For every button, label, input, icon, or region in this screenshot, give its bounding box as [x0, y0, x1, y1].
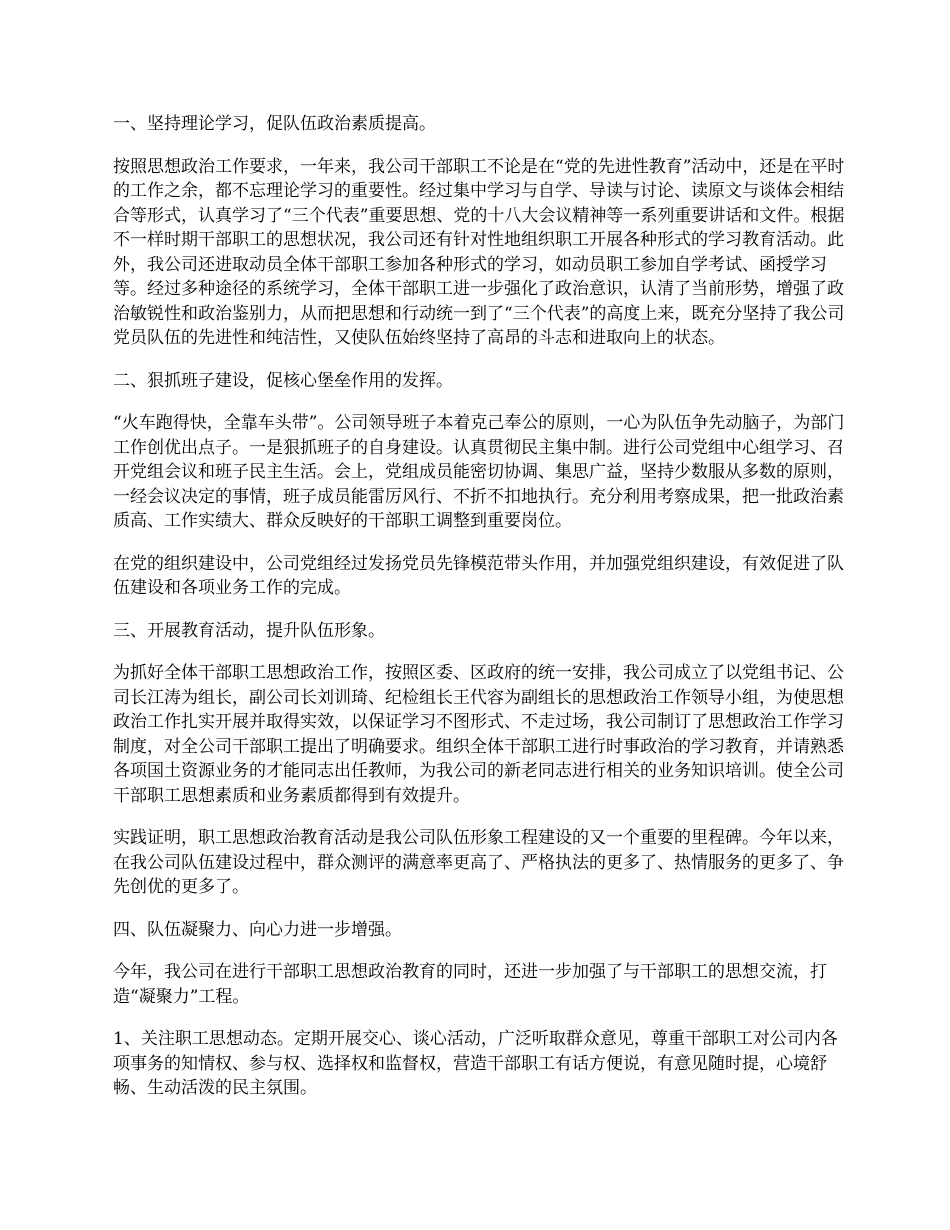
- body-paragraph: 在党的组织建设中，公司党组经过发扬党员先锋模范带头作用，并加强党组织建设，有效促进了队伍建设和各项业务工作的完成。: [113, 553, 844, 598]
- section-heading-1: 一、坚持理论学习，促队伍政治素质提高。: [113, 114, 436, 134]
- body-paragraph: 1、关注职工思想动态。定期开展交心、谈心活动，广泛听取群众意见，尊重干部职工对公司内各项事务的知情权、参与权、选择权和监督权，营造干部职工有话方便说，有意见随时提，心境舒畅、生动活泼的民主氛围。: [113, 1029, 838, 1098]
- section-heading-4: 四、队伍凝聚力、向心力进一步增强。: [113, 919, 402, 940]
- section-heading-3: 三、开展教育活动，提升队伍形象。: [113, 620, 385, 641]
- body-paragraph: 今年，我公司在进行干部职工思想政治教育的同时，还进一步加强了与干部职工的思想交流，打造“凝聚力”工程。: [113, 962, 827, 1007]
- document-body: [113, 112, 853, 1119]
- body-paragraph: 实践证明，职工思想政治教育活动是我公司队伍形象工程建设的又一个重要的里程碑。今年以来，在我公司队伍建设过程中，群众测评的满意率更高了、严格执法的更多了、热情服务的更多了、争先创优的更多了。: [113, 828, 844, 897]
- body-paragraph: 按照思想政治工作要求，一年来，我公司干部职工不论是在“党的先进性教育”活动中，还是在平时的工作之余，都不忘理论学习的重要性。经过集中学习与自学、导读与讨论、读原文与谈体会相结合等形式，认真学习了“三个代表”重要思想、党的十八大会议精神等一系列重要讲话和文件。根据不一样时期干部职工的思想状况，我公司还有针对性地组织职工开展各种形式的学习教育活动。此外，我公司还进取动员全体干部职工参加各种形式的学习，如动员职工参加自学考试、函授学习等。经过多种途径的系统学习，全体干部职工进一步强化了政治意识，认清了当前形势，增强了政治敏锐性和政治鉴别力，从而把思想和行动统一到了“三个代表”的高度上来，既充分坚持了我公司党员队伍的先进性和纯洁性，又使队伍始终坚持了高昂的斗志和进取向上的状态。: [113, 156, 845, 348]
- body-paragraph: “火车跑得快，全靠车头带”。公司领导班子本着克己奉公的原则，一心为队伍争先动脑子，为部门工作创优出点子。一是狠抓班子的自身建设。认真贯彻民主集中制。进行公司党组中心组学习、召开党组会议和班子民主生活。会上，党组成员能密切协调、集思广益，坚持少数服从多数的原则，一经会议决定的事情，班子成员能雷厉风行、不折不扣地执行。充分利用考察成果，把一批政治素质高、工作实绩大、群众反映好的干部职工调整到重要岗位。: [113, 413, 845, 531]
- body-paragraph: 为抓好全体干部职工思想政治工作，按照区委、区政府的统一安排，我公司成立了以党组书记、公司长江涛为组长，副公司长刘训琦、纪检组长王代容为副组长的思想政治工作领导小组，为使思想政治工作扎实开展并取得实效，以保证学习不图形式、不走过场，我公司制订了思想政治工作学习制度，对全公司干部职工提出了明确要求。组织全体干部职工进行时事政治的学习教育，并请熟悉各项国土资源业务的才能同志出任教师，为我公司的新老同志进行相关的业务知识培训。使全公司干部职工思想素质和业务素质都得到有效提升。: [113, 663, 844, 806]
- section-heading-2: 二、狠抓班子建设，促核心堡垒作用的发挥。: [113, 370, 453, 391]
